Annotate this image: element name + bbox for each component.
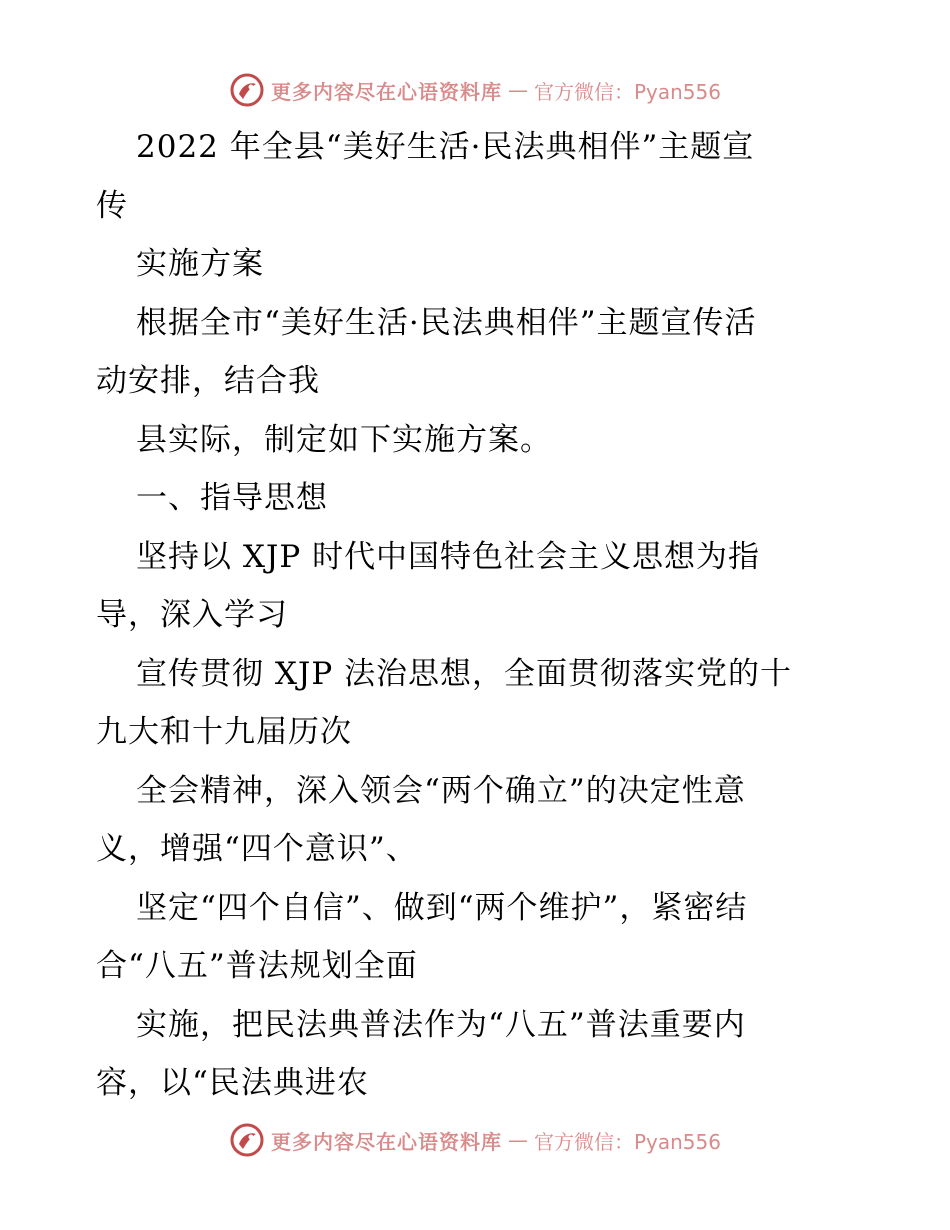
document-line: 县实际，制定如下实施方案。 xyxy=(136,421,552,458)
document-line: 坚持以 XJP 时代中国特色社会主义思想为指 xyxy=(136,538,761,575)
document-body xyxy=(96,118,856,1113)
document-line: 宣传贯彻 XJP 法治思想，全面贯彻落实党的十 xyxy=(136,655,793,692)
document-line: 实施，把民法典普法作为“八五”普法重要内 xyxy=(136,1006,746,1043)
logo-emblem-icon xyxy=(229,72,265,108)
watermark-text: 更多内容尽在心语资料库 xyxy=(270,79,502,104)
logo-emblem-icon xyxy=(229,1122,265,1158)
document-line: 义，增强“四个意识”、 xyxy=(96,831,418,867)
document-line: 一、指导思想 xyxy=(136,480,328,516)
watermark-contact: 官方微信：Pyan556 xyxy=(533,1129,721,1154)
document-line: 导，深入学习 xyxy=(96,597,288,633)
document-line: 实施方案 xyxy=(136,246,264,282)
watermark-text: 更多内容尽在心语资料库 xyxy=(270,1129,502,1154)
document-line: 传 xyxy=(96,187,128,224)
watermark-dash: — xyxy=(507,78,528,102)
document-line: 根据全市“美好生活·民法典相伴”主题宣传活 xyxy=(136,304,757,341)
document-line: 坚定“四个自信”、做到“两个维护”，紧密结 xyxy=(136,889,748,926)
document-line: 2022 年全县“美好生活·民法典相伴”主题宣 xyxy=(136,129,755,165)
document-line: 容，以“民法典进农 xyxy=(96,1065,369,1101)
header-watermark xyxy=(0,70,950,110)
document-line: 动安排，结合我 xyxy=(96,363,320,399)
document-line: 全会精神，深入领会“两个确立”的决定性意 xyxy=(136,772,746,809)
document-line: 九大和十九届历次 xyxy=(96,714,352,750)
watermark-dash: — xyxy=(507,1128,528,1152)
document-line: 合“八五”普法规划全面 xyxy=(96,948,418,984)
footer-watermark xyxy=(0,1120,950,1160)
watermark-contact: 官方微信：Pyan556 xyxy=(533,79,721,104)
